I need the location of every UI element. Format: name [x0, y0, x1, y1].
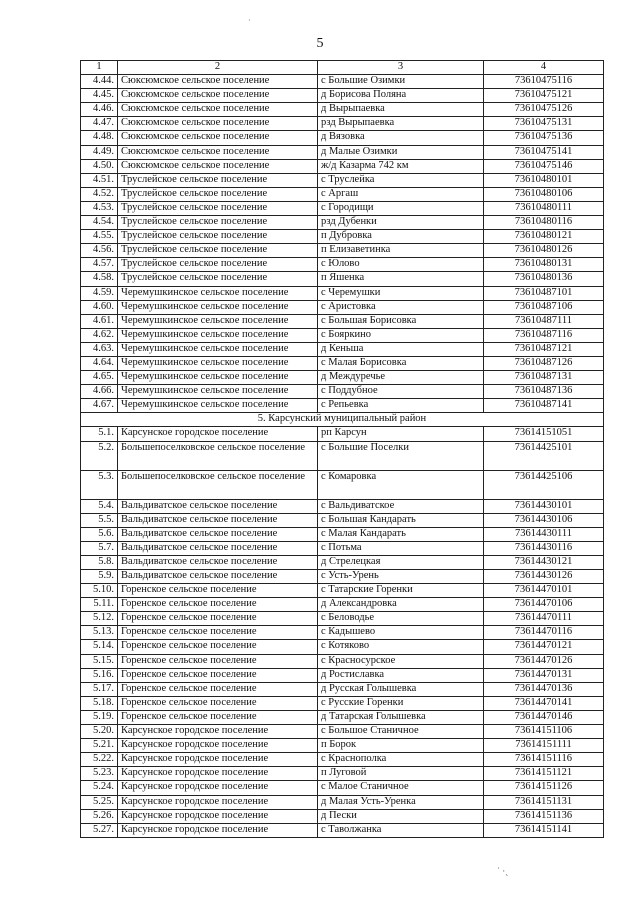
row-number: 5.16. — [81, 668, 118, 682]
table-row — [81, 541, 604, 555]
oktmo-code: 73610487131 — [484, 371, 604, 385]
oktmo-code: 73614151116 — [484, 753, 604, 767]
row-number: 4.47. — [81, 117, 118, 131]
table-row — [81, 342, 604, 356]
settlement-name: Труслейское сельское поселение — [118, 187, 318, 201]
settlement-name: Вальдиватское сельское поселение — [118, 513, 318, 527]
settlements-table — [80, 60, 604, 838]
settlement-name: Труслейское сельское поселение — [118, 244, 318, 258]
settlement-name: Горенское сельское поселение — [118, 612, 318, 626]
locality-name: ж/д Казарма 742 км — [318, 159, 484, 173]
oktmo-code: 73614151141 — [484, 823, 604, 837]
row-number: 4.50. — [81, 159, 118, 173]
handwritten-mark: ˙ ·ˏ — [497, 866, 509, 876]
settlement-name: Горенское сельское поселение — [118, 696, 318, 710]
oktmo-code: 73610487116 — [484, 328, 604, 342]
table-row — [81, 527, 604, 541]
table-row — [81, 470, 604, 499]
settlement-name: Горенское сельское поселение — [118, 654, 318, 668]
table-row — [81, 216, 604, 230]
oktmo-code: 73614470131 — [484, 668, 604, 682]
locality-name: с Красносурское — [318, 654, 484, 668]
locality-name: д Татарская Голышевка — [318, 710, 484, 724]
table-row — [81, 314, 604, 328]
row-number: 4.66. — [81, 385, 118, 399]
oktmo-code: 73614430101 — [484, 499, 604, 513]
row-number: 4.53. — [81, 201, 118, 215]
oktmo-code: 73614470116 — [484, 626, 604, 640]
oktmo-code: 73614470126 — [484, 654, 604, 668]
oktmo-code: 73610480121 — [484, 230, 604, 244]
oktmo-code: 73610475146 — [484, 159, 604, 173]
row-number: 5.15. — [81, 654, 118, 668]
oktmo-code: 73614430116 — [484, 541, 604, 555]
table-row — [81, 300, 604, 314]
row-number: 5.13. — [81, 626, 118, 640]
settlement-name: Труслейское сельское поселение — [118, 258, 318, 272]
section-title: 5. Карсунский муниципальный район — [81, 413, 604, 427]
settlement-name: Труслейское сельское поселение — [118, 201, 318, 215]
row-number: 4.58. — [81, 272, 118, 286]
settlement-name: Труслейское сельское поселение — [118, 216, 318, 230]
oktmo-code: 73614151121 — [484, 767, 604, 781]
settlement-name: Сюксюмское сельское поселение — [118, 103, 318, 117]
locality-name: с Усть-Урень — [318, 570, 484, 584]
table-row — [81, 117, 604, 131]
oktmo-code: 73610487111 — [484, 314, 604, 328]
settlement-name: Черемушкинское сельское поселение — [118, 356, 318, 370]
oktmo-code: 73610475141 — [484, 145, 604, 159]
settlement-name: Горенское сельское поселение — [118, 598, 318, 612]
oktmo-code: 73614425101 — [484, 441, 604, 470]
settlement-name: Горенское сельское поселение — [118, 584, 318, 598]
locality-name: д Стрелецкая — [318, 555, 484, 569]
locality-name: с Труслейка — [318, 173, 484, 187]
settlement-name: Труслейское сельское поселение — [118, 230, 318, 244]
table-row — [81, 230, 604, 244]
settlement-name: Сюксюмское сельское поселение — [118, 75, 318, 89]
oktmo-code: 73610487106 — [484, 300, 604, 314]
settlement-name: Горенское сельское поселение — [118, 640, 318, 654]
oktmo-code: 73610480131 — [484, 258, 604, 272]
locality-name: с Комаровка — [318, 470, 484, 499]
table-row — [81, 612, 604, 626]
oktmo-code: 73610487101 — [484, 286, 604, 300]
locality-name: д Борисова Поляна — [318, 89, 484, 103]
row-number: 4.46. — [81, 103, 118, 117]
locality-name: д Малые Озимки — [318, 145, 484, 159]
locality-name: с Татарские Горенки — [318, 584, 484, 598]
oktmo-code: 73614151126 — [484, 781, 604, 795]
table-row — [81, 809, 604, 823]
table-row — [81, 696, 604, 710]
row-number: 4.65. — [81, 371, 118, 385]
settlement-name: Вальдиватское сельское поселение — [118, 555, 318, 569]
row-number: 5.18. — [81, 696, 118, 710]
row-number: 4.59. — [81, 286, 118, 300]
settlement-name: Карсунское городское поселение — [118, 753, 318, 767]
table-row — [81, 555, 604, 569]
row-number: 4.57. — [81, 258, 118, 272]
table-row — [81, 328, 604, 342]
oktmo-code: 73614430126 — [484, 570, 604, 584]
locality-name: п Луговой — [318, 767, 484, 781]
settlement-name: Карсунское городское поселение — [118, 781, 318, 795]
row-number: 4.63. — [81, 342, 118, 356]
row-number: 4.55. — [81, 230, 118, 244]
settlement-name: Черемушкинское сельское поселение — [118, 385, 318, 399]
locality-name: д Вязовка — [318, 131, 484, 145]
table-row — [81, 131, 604, 145]
oktmo-code: 73610480116 — [484, 216, 604, 230]
table-row — [81, 499, 604, 513]
row-number: 5.20. — [81, 725, 118, 739]
settlement-name: Вальдиватское сельское поселение — [118, 527, 318, 541]
row-number: 4.51. — [81, 173, 118, 187]
table-row — [81, 173, 604, 187]
locality-name: с Поддубное — [318, 385, 484, 399]
row-number: 5.23. — [81, 767, 118, 781]
settlement-name: Карсунское городское поселение — [118, 795, 318, 809]
settlement-name: Черемушкинское сельское поселение — [118, 286, 318, 300]
locality-name: рзд Дубенки — [318, 216, 484, 230]
oktmo-code: 73614470141 — [484, 696, 604, 710]
locality-name: рзд Вырыпаевка — [318, 117, 484, 131]
locality-name: д Малая Усть-Уренка — [318, 795, 484, 809]
oktmo-code: 73610487121 — [484, 342, 604, 356]
settlement-name: Черемушкинское сельское поселение — [118, 371, 318, 385]
row-number: 5.4. — [81, 499, 118, 513]
row-number: 4.62. — [81, 328, 118, 342]
header-cell: 2 — [118, 61, 318, 75]
oktmo-code: 73614470106 — [484, 598, 604, 612]
settlement-name: Сюксюмское сельское поселение — [118, 89, 318, 103]
locality-name: д Междуречье — [318, 371, 484, 385]
locality-name: с Большие Озимки — [318, 75, 484, 89]
settlement-name: Горенское сельское поселение — [118, 682, 318, 696]
locality-name: с Потьма — [318, 541, 484, 555]
settlement-name: Черемушкинское сельское поселение — [118, 342, 318, 356]
locality-name: п Яшенка — [318, 272, 484, 286]
table-row — [81, 89, 604, 103]
locality-name: с Большие Поселки — [318, 441, 484, 470]
oktmo-code: 73614151111 — [484, 739, 604, 753]
oktmo-code: 73610487141 — [484, 399, 604, 413]
settlement-name: Сюксюмское сельское поселение — [118, 159, 318, 173]
row-number: 5.27. — [81, 823, 118, 837]
row-number: 5.19. — [81, 710, 118, 724]
table-row — [81, 272, 604, 286]
settlement-name: Сюксюмское сельское поселение — [118, 117, 318, 131]
table-row — [81, 725, 604, 739]
locality-name: с Аргаш — [318, 187, 484, 201]
settlement-name: Труслейское сельское поселение — [118, 272, 318, 286]
settlement-name: Горенское сельское поселение — [118, 668, 318, 682]
table-row — [81, 145, 604, 159]
oktmo-code: 73610480111 — [484, 201, 604, 215]
oktmo-code: 73614425106 — [484, 470, 604, 499]
table-row — [81, 823, 604, 837]
table-row — [81, 427, 604, 441]
locality-name: с Большая Кандарать — [318, 513, 484, 527]
oktmo-code: 73614151136 — [484, 809, 604, 823]
row-number: 5.1. — [81, 427, 118, 441]
row-number: 4.44. — [81, 75, 118, 89]
row-number: 5.6. — [81, 527, 118, 541]
row-number: 4.60. — [81, 300, 118, 314]
locality-name: с Большая Борисовка — [318, 314, 484, 328]
row-number: 4.64. — [81, 356, 118, 370]
oktmo-code: 73610475121 — [484, 89, 604, 103]
locality-name: с Таволжанка — [318, 823, 484, 837]
table-row — [81, 710, 604, 724]
table-row — [81, 795, 604, 809]
table-row — [81, 767, 604, 781]
settlement-name: Карсунское городское поселение — [118, 739, 318, 753]
row-number: 4.52. — [81, 187, 118, 201]
row-number: 5.3. — [81, 470, 118, 499]
table-row — [81, 513, 604, 527]
oktmo-code: 73614470101 — [484, 584, 604, 598]
locality-name: п Елизаветинка — [318, 244, 484, 258]
settlement-name: Большепоселковское сельское поселение — [118, 441, 318, 470]
locality-name: с Аристовка — [318, 300, 484, 314]
locality-name: с Беловодье — [318, 612, 484, 626]
locality-name: с Черемушки — [318, 286, 484, 300]
table-row — [81, 682, 604, 696]
row-number: 4.45. — [81, 89, 118, 103]
settlement-name: Горенское сельское поселение — [118, 710, 318, 724]
locality-name: с Кадышево — [318, 626, 484, 640]
locality-name: д Вырыпаевка — [318, 103, 484, 117]
row-number: 5.22. — [81, 753, 118, 767]
row-number: 4.54. — [81, 216, 118, 230]
settlement-name: Сюксюмское сельское поселение — [118, 145, 318, 159]
oktmo-code: 73610475116 — [484, 75, 604, 89]
row-number: 5.5. — [81, 513, 118, 527]
oktmo-code: 73610480126 — [484, 244, 604, 258]
locality-name: с Бояркино — [318, 328, 484, 342]
locality-name: с Юлово — [318, 258, 484, 272]
locality-name: с Репьевка — [318, 399, 484, 413]
table-row — [81, 286, 604, 300]
table-row — [81, 371, 604, 385]
settlement-name: Карсунское городское поселение — [118, 809, 318, 823]
section-row — [81, 413, 604, 427]
table-row — [81, 640, 604, 654]
oktmo-code: 73610480101 — [484, 173, 604, 187]
locality-name: рп Карсун — [318, 427, 484, 441]
table-row — [81, 781, 604, 795]
oktmo-code: 73614470111 — [484, 612, 604, 626]
settlement-name: Вальдиватское сельское поселение — [118, 541, 318, 555]
table-row — [81, 356, 604, 370]
header-cell: 1 — [81, 61, 118, 75]
oktmo-code: 73610475131 — [484, 117, 604, 131]
row-number: 5.8. — [81, 555, 118, 569]
oktmo-code: 73614151051 — [484, 427, 604, 441]
row-number: 5.25. — [81, 795, 118, 809]
locality-name: д Русская Голышевка — [318, 682, 484, 696]
locality-name: д Александровка — [318, 598, 484, 612]
row-number: 4.56. — [81, 244, 118, 258]
oktmo-code: 73610475126 — [484, 103, 604, 117]
settlement-name: Карсунское городское поселение — [118, 427, 318, 441]
settlement-name: Черемушкинское сельское поселение — [118, 399, 318, 413]
locality-name: с Большое Станичное — [318, 725, 484, 739]
locality-name: с Малое Станичное — [318, 781, 484, 795]
oktmo-code: 73614470136 — [484, 682, 604, 696]
table-row — [81, 399, 604, 413]
table-row — [81, 668, 604, 682]
row-number: 5.17. — [81, 682, 118, 696]
table-row — [81, 244, 604, 258]
locality-name: с Малая Борисовка — [318, 356, 484, 370]
table-row — [81, 626, 604, 640]
table-row — [81, 598, 604, 612]
oktmo-code: 73614470121 — [484, 640, 604, 654]
oktmo-code: 73614470146 — [484, 710, 604, 724]
page-number: 5 — [316, 36, 324, 51]
settlement-name: Труслейское сельское поселение — [118, 173, 318, 187]
oktmo-code: 73610487136 — [484, 385, 604, 399]
oktmo-code: 73610480136 — [484, 272, 604, 286]
row-number: 4.61. — [81, 314, 118, 328]
row-number: 4.48. — [81, 131, 118, 145]
table-row — [81, 570, 604, 584]
settlement-name: Черемушкинское сельское поселение — [118, 314, 318, 328]
locality-name: с Городищи — [318, 201, 484, 215]
locality-name: д Кеньша — [318, 342, 484, 356]
row-number: 5.26. — [81, 809, 118, 823]
table-row — [81, 159, 604, 173]
table-row — [81, 385, 604, 399]
header-row — [81, 61, 604, 75]
oktmo-code: 73614151131 — [484, 795, 604, 809]
row-number: 4.67. — [81, 399, 118, 413]
settlement-name: Горенское сельское поселение — [118, 626, 318, 640]
locality-name: с Вальдиватское — [318, 499, 484, 513]
row-number: 5.9. — [81, 570, 118, 584]
row-number: 5.14. — [81, 640, 118, 654]
table-row — [81, 584, 604, 598]
table-row — [81, 103, 604, 117]
locality-name: п Дубровка — [318, 230, 484, 244]
oktmo-code: 73610475136 — [484, 131, 604, 145]
table-row — [81, 258, 604, 272]
locality-name: с Краснополка — [318, 753, 484, 767]
locality-name: п Борок — [318, 739, 484, 753]
settlement-name: Карсунское городское поселение — [118, 823, 318, 837]
row-number: 5.7. — [81, 541, 118, 555]
oktmo-code: 73614430121 — [484, 555, 604, 569]
locality-name: д Пески — [318, 809, 484, 823]
row-number: 5.11. — [81, 598, 118, 612]
settlement-name: Сюксюмское сельское поселение — [118, 131, 318, 145]
oktmo-code: 73614430111 — [484, 527, 604, 541]
row-number: 5.24. — [81, 781, 118, 795]
locality-name: д Ростиславка — [318, 668, 484, 682]
row-number: 5.21. — [81, 739, 118, 753]
oktmo-code: 73610487126 — [484, 356, 604, 370]
locality-name: с Малая Кандарать — [318, 527, 484, 541]
oktmo-code: 73610480106 — [484, 187, 604, 201]
table-row — [81, 654, 604, 668]
table-row — [81, 441, 604, 470]
row-number: 5.12. — [81, 612, 118, 626]
table-row — [81, 739, 604, 753]
row-number: 5.10. — [81, 584, 118, 598]
settlement-name: Большепоселковское сельское поселение — [118, 470, 318, 499]
oktmo-code: 73614430106 — [484, 513, 604, 527]
settlement-name: Вальдиватское сельское поселение — [118, 499, 318, 513]
row-number: 4.49. — [81, 145, 118, 159]
settlement-name: Карсунское городское поселение — [118, 725, 318, 739]
table-row — [81, 753, 604, 767]
oktmo-code: 73614151106 — [484, 725, 604, 739]
header-cell: 4 — [484, 61, 604, 75]
locality-name: с Котяково — [318, 640, 484, 654]
settlement-name: Карсунское городское поселение — [118, 767, 318, 781]
settlement-name: Вальдиватское сельское поселение — [118, 570, 318, 584]
settlement-name: Черемушкинское сельское поселение — [118, 328, 318, 342]
row-number: 5.2. — [81, 441, 118, 470]
table-row — [81, 201, 604, 215]
scan-speck: · — [248, 16, 251, 25]
settlement-name: Черемушкинское сельское поселение — [118, 300, 318, 314]
table-row — [81, 75, 604, 89]
table-row — [81, 187, 604, 201]
header-cell: 3 — [318, 61, 484, 75]
locality-name: с Русские Горенки — [318, 696, 484, 710]
